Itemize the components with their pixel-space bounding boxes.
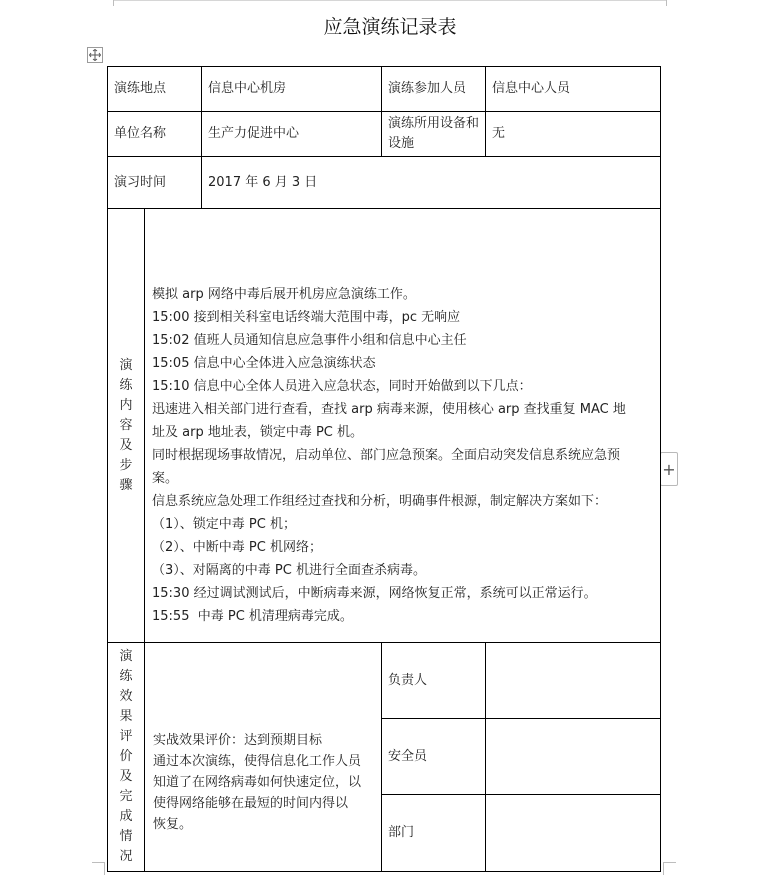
content-line: 迅速进入相关部门进行查看，查找 arp 病毒来源，使用核心 arp 查找重复 MAC 地 xyxy=(152,401,626,417)
table-row xyxy=(108,209,661,643)
effect-label-char: 练 xyxy=(119,669,133,684)
participants-label: 演练参加人员 xyxy=(382,67,486,112)
effect-label-char: 及 xyxy=(119,769,133,784)
content-label-char: 步 xyxy=(119,457,133,473)
effect-line: 通过本次演练，使得信息化工作人员 xyxy=(153,753,362,769)
content-line: 信息系统应急处理工作组经过查找和分析，明确事件根源，制定解决方案如下： xyxy=(152,493,608,509)
table-row xyxy=(108,643,661,719)
effect-label-char: 价 xyxy=(119,749,133,764)
effect-body[interactable] xyxy=(145,643,382,872)
content-line: （1）、锁定中毒 PC 机； xyxy=(152,516,296,532)
location-value[interactable]: 信息中心机房 xyxy=(202,67,382,112)
content-label-char: 容 xyxy=(119,417,133,433)
page-corner-mark xyxy=(92,862,105,875)
content-line: 15:10 信息中心全体人员进入应急状态，同时开始做到以下几点： xyxy=(152,378,532,394)
department-value[interactable] xyxy=(486,795,661,872)
content-label-char: 及 xyxy=(119,437,133,453)
drill-record-table xyxy=(107,66,661,872)
responsible-value[interactable] xyxy=(486,643,661,719)
table-row xyxy=(108,67,661,112)
responsible-label: 负责人 xyxy=(382,643,486,719)
effect-label-char: 成 xyxy=(119,809,133,824)
effect-label-char: 况 xyxy=(119,849,133,864)
table-row xyxy=(108,112,661,157)
content-label xyxy=(108,209,145,643)
content-line: 址及 arp 地址表，锁定中毒 PC 机。 xyxy=(152,424,364,440)
table-row xyxy=(108,157,661,209)
content-label-char: 练 xyxy=(119,377,133,393)
location-label: 演练地点 xyxy=(108,67,202,112)
department-label: 部门 xyxy=(382,795,486,872)
effect-line: 知道了在网络病毒如何快速定位，以 xyxy=(153,774,362,790)
content-line: 15:05 信息中心全体进入应急演练状态 xyxy=(152,355,376,371)
safety-value[interactable] xyxy=(486,719,661,795)
effect-label-char: 演 xyxy=(119,649,133,664)
unit-label: 单位名称 xyxy=(108,112,202,157)
time-value[interactable]: 2017 年 6 月 3 日 xyxy=(202,157,661,209)
equipment-value[interactable]: 无 xyxy=(486,112,661,157)
content-line: 15:55 中毒 PC 机清理病毒完成。 xyxy=(152,608,353,624)
page-edge xyxy=(113,0,666,1)
effect-label-char: 情 xyxy=(119,829,133,844)
effect-label-char: 评 xyxy=(119,729,133,744)
page-corner-mark xyxy=(113,0,114,6)
equipment-label: 演练所用设备和设施 xyxy=(382,112,486,157)
add-column-button[interactable] xyxy=(660,452,678,486)
effect-label-char: 效 xyxy=(119,689,133,704)
effect-label xyxy=(108,643,145,872)
effect-line: 实战效果评价：达到预期目标 xyxy=(153,732,323,748)
table-move-handle[interactable] xyxy=(87,47,103,63)
page-corner-mark xyxy=(663,862,676,875)
effect-line: 使得网络能够在最短的时间内得以 xyxy=(153,795,349,811)
unit-value[interactable]: 生产力促进中心 xyxy=(202,112,382,157)
plus-icon: + xyxy=(662,459,676,479)
content-body[interactable] xyxy=(145,209,661,643)
content-line: （2）、中断中毒 PC 机网络； xyxy=(152,539,322,555)
content-line: 模拟 arp 网络中毒后展开机房应急演练工作。 xyxy=(152,286,416,302)
content-line: 15:30 经过调试测试后，中断病毒来源，网络恢复正常，系统可以正常运行。 xyxy=(152,585,597,601)
content-label-char: 内 xyxy=(119,397,133,413)
safety-label: 安全员 xyxy=(382,719,486,795)
content-line: 同时根据现场事故情况，启动单位、部门应急预案。全面启动突发信息系统应急预 xyxy=(152,447,621,463)
content-line: 15:00 接到相关科室电话终端大范围中毒，pc 无响应 xyxy=(152,309,461,325)
time-label: 演习时间 xyxy=(108,157,202,209)
content-line: （3）、对隔离的中毒 PC 机进行全面查杀病毒。 xyxy=(152,562,426,578)
effect-label-char: 果 xyxy=(119,709,133,724)
participants-value[interactable]: 信息中心人员 xyxy=(486,67,661,112)
effect-line: 恢复。 xyxy=(153,816,193,832)
move-arrows-icon xyxy=(89,49,101,61)
content-line: 案。 xyxy=(152,470,179,486)
content-line: 15:02 值班人员通知信息应急事件小组和信息中心主任 xyxy=(152,332,467,348)
page-corner-mark xyxy=(666,0,667,6)
effect-label-char: 完 xyxy=(119,789,133,804)
document-title: 应急演练记录表 xyxy=(323,16,457,38)
content-label-char: 骤 xyxy=(119,477,133,493)
content-label-char: 演 xyxy=(119,357,133,373)
